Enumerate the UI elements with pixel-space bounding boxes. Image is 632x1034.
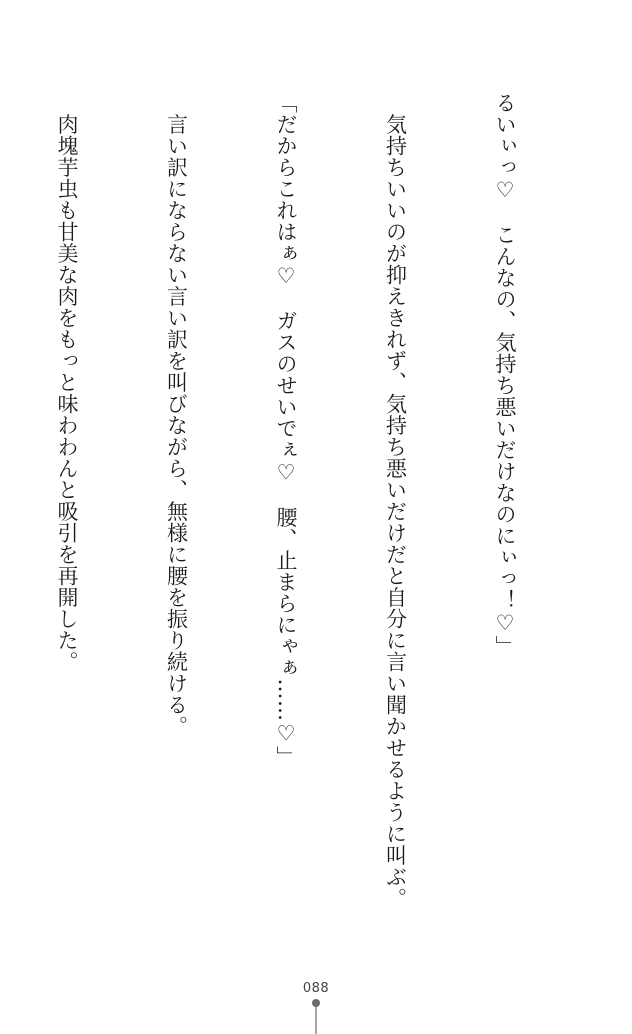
text-line: 肉塊芋虫も甘美な肉をもっと味わわんと吸引を再開した。 xyxy=(55,92,79,673)
text-line: 言い訳にならない言い訳を叫びながら、無様に腰を振り続ける。 xyxy=(164,92,189,737)
text-line: るいぃっ♡ こんなの、気持ち悪いだけなのにぃっ！♡」 xyxy=(493,92,517,657)
page-marker-icon xyxy=(310,998,322,1034)
text-line: 気持ちいいのが抑えきれず、気持ち悪いだけだと自分に言い聞かせるように叫ぶ。 xyxy=(383,92,408,909)
text-line: 「だからこれはぁ♡ ガスのせいでぇ♡ 腰、止まらにゃぁ……♡」 xyxy=(274,92,298,768)
page-number: 088 xyxy=(302,981,330,996)
vertical-text-body xyxy=(36,92,596,952)
